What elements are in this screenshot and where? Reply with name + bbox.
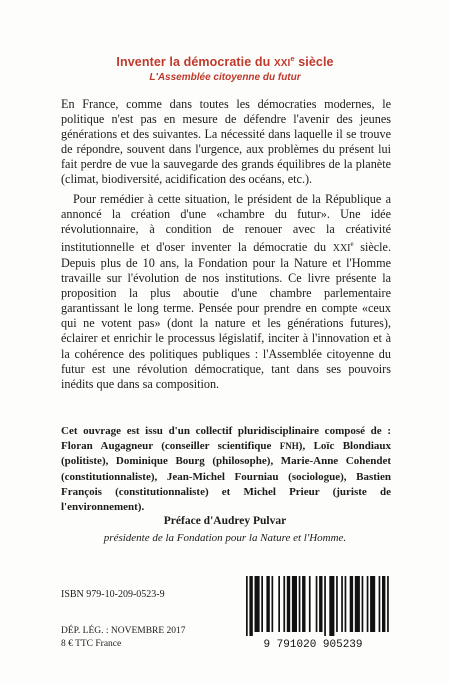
- preface-title: Préface d'Audrey Pulvar: [163, 515, 287, 527]
- barcode-bar: [292, 576, 297, 632]
- barcode-bar: [302, 576, 305, 632]
- barcode-bar: [350, 576, 353, 632]
- barcode-number: 9 791020 905239: [263, 639, 363, 649]
- blurb-paragraph-2: Pour remédier à cette situation, le président de la République a annoncé la création d'une «chambre du futur». Une idée révolutionnaire, à condition de renouer avec la créativité institutionnelle et d'oser inventer la démocratie du XXIe siècle. Depuis plus de 10 ans, la Fondation pour la Nature et l'Homme travaille sur l'évolution de nos institutions. Ce livre présente la proposition la plus aboutie d'une chambre parlementaire garantissant le long terme. Pensée pour prendre en compte «ceux qui ne votent pas» (dont la nature et les générations futures), éclairer et enrichir le processus législatif, inciter à l'innovation et à la cohérence des politiques publiques : l'Assemblée citoyenne du futur est une révolution démocratique, tant dans ses pouvoirs inédits que dans sa composition.: [61, 191, 391, 391]
- cover-title: Inventer la démocratie du XXIe siècle: [116, 54, 334, 70]
- barcode-bar: [329, 576, 334, 636]
- barcode-bar: [387, 576, 389, 632]
- barcode-bar: [272, 576, 274, 632]
- barcode-bar: [283, 576, 285, 632]
- preface-author-role: présidente de la Fondation pour la Nature et l'Homme.: [103, 532, 347, 544]
- barcode-icon: [236, 574, 390, 649]
- legal-deposit: DÉP. LÉG. : NOVEMBRE 2017: [61, 626, 186, 636]
- barcode-bar: [379, 576, 381, 632]
- barcode-bar: [319, 576, 322, 632]
- barcode-bar: [324, 576, 326, 636]
- barcode-bar: [287, 576, 290, 632]
- legal-info: [61, 625, 186, 650]
- barcode-bar: [367, 576, 369, 632]
- barcode: [236, 574, 390, 649]
- barcode-bar: [299, 576, 301, 632]
- blurb: [61, 97, 391, 392]
- barcode-bar: [362, 576, 364, 632]
- barcode-bar: [255, 576, 260, 632]
- contributors-note: Cet ouvrage est issu d'un collectif pluridisciplinaire composé de : Floran Augagneur (conseiller scientifique FNH), Loïc Blondiaux (politiste), Dominique Bourg (philosophe), Marie-Anne Cohendet (constitutionnaliste), Jean-Michel Fourniau (sociologue), Bastien François (constitutionnaliste) et Michel Prieur (juriste de l'environnement).: [61, 425, 391, 514]
- barcode-bar: [278, 576, 280, 632]
- blurb-paragraph-1: En France, comme dans toutes les démocraties modernes, le politique n'est pas en mesure de défendre l'avenir des jeunes générations et des suivantes. La nécessité dans laquelle il se trouve de répondre, souvent dans l'urgence, aux problèmes du présent lui fait perdre de vue la sauvegarde des grands équilibres de la planète (climat, biodiversité, acidification des océans, etc.).: [61, 97, 391, 187]
- barcode-bar: [246, 576, 248, 636]
- barcode-bar: [316, 576, 318, 632]
- barcode-bar: [345, 576, 347, 632]
- barcode-bar: [266, 576, 269, 632]
- barcode-bar: [382, 576, 385, 632]
- price: 8 € TTC France: [61, 638, 122, 649]
- barcode-bar: [309, 576, 311, 632]
- barcode-bar: [341, 576, 343, 632]
- barcode-bar: [249, 576, 252, 636]
- barcode-bar: [336, 576, 338, 632]
- barcode-bar: [370, 576, 375, 632]
- barcode-bar: [355, 576, 360, 632]
- barcode-bar: [261, 576, 263, 632]
- isbn: ISBN 979-10-209-0523-9: [61, 589, 165, 600]
- cover-subtitle: L'Assemblée citoyenne du futur: [149, 72, 301, 83]
